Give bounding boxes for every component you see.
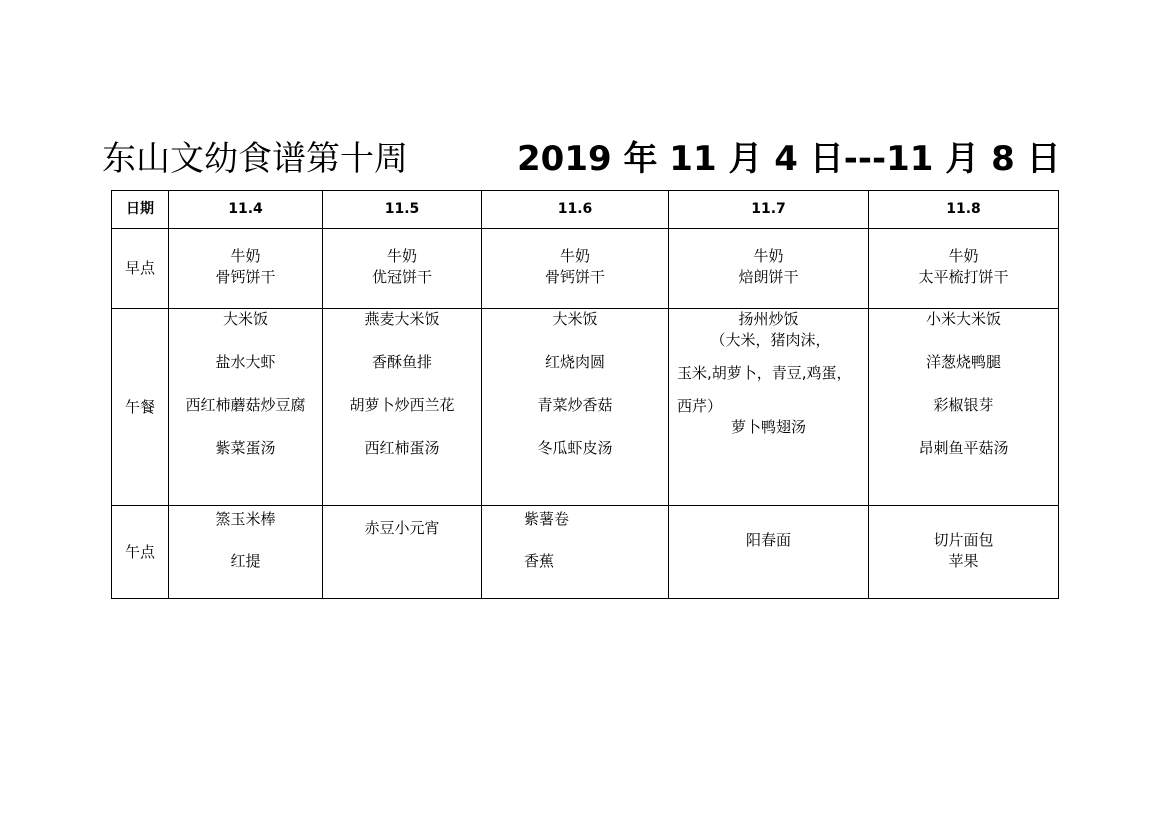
lunch-cell: [669, 309, 869, 506]
snack-label: 午点: [112, 506, 169, 599]
lunch-item: （大米，猪肉沫，: [710, 331, 831, 349]
lunch-item: 大米饭: [552, 310, 598, 328]
lunch-item: 冬瓜虾皮汤: [537, 439, 613, 457]
breakfast-cell: [169, 229, 323, 309]
lunch-item: 盐水大虾: [215, 353, 276, 371]
lunch-item: 玉米,胡萝卜，青豆,鸡蛋，: [677, 364, 852, 382]
snack-cell: [169, 506, 323, 599]
snack-item: 香蕉: [524, 552, 555, 570]
date-range: 2019 年 11 月 4 日---11 月 8 日: [517, 139, 1061, 179]
snack-item: 阳春面: [745, 531, 791, 549]
lunch-item: 洋葱烧鸭腿: [925, 353, 1001, 371]
lunch-item: 扬州炒饭: [738, 310, 799, 328]
date-header-1: 11.4: [169, 191, 323, 229]
lunch-item: 西芹）: [677, 397, 723, 415]
lunch-item: 彩椒银芽: [933, 396, 994, 414]
breakfast-cell: [869, 229, 1059, 309]
snack-cell: [482, 506, 669, 599]
lunch-item: 大米饭: [222, 310, 268, 328]
breakfast-item: 牛奶: [948, 247, 979, 265]
lunch-item: 胡萝卜炒西兰花: [349, 396, 455, 414]
snack-item: 苹果: [948, 552, 979, 570]
menu-title: 东山文幼食谱第十周: [102, 139, 408, 179]
lunch-row: [112, 309, 1059, 506]
breakfast-item: 牛奶: [753, 247, 784, 265]
breakfast-cell: [669, 229, 869, 309]
lunch-label: 午餐: [112, 309, 169, 506]
date-header-4: 11.7: [669, 191, 869, 229]
weekly-menu-table: [111, 190, 1059, 599]
snack-cell: [323, 506, 482, 599]
lunch-cell: [482, 309, 669, 506]
lunch-item: 萝卜鸭翅汤: [730, 418, 806, 436]
lunch-item: 紫菜蛋汤: [215, 439, 276, 457]
snack-item: 紫薯卷: [524, 510, 570, 528]
snack-item: 红提: [230, 552, 261, 570]
breakfast-row: [112, 229, 1059, 309]
lunch-cell: [169, 309, 323, 506]
date-header-2: 11.5: [323, 191, 482, 229]
date-header-label: 日期: [112, 191, 169, 229]
lunch-item: 燕麦大米饭: [364, 310, 440, 328]
breakfast-item: 牛奶: [559, 247, 590, 265]
breakfast-item: 牛奶: [230, 247, 261, 265]
breakfast-item: 太平梳打饼干: [918, 268, 1009, 286]
date-header-3: 11.6: [482, 191, 669, 229]
breakfast-cell: [482, 229, 669, 309]
lunch-cell: [869, 309, 1059, 506]
breakfast-item: 骨钙饼干: [544, 268, 605, 286]
breakfast-item: 骨钙饼干: [215, 268, 276, 286]
lunch-cell: [323, 309, 482, 506]
snack-cell: [669, 506, 869, 599]
breakfast-item: 优冠饼干: [371, 268, 432, 286]
breakfast-item: 焙朗饼干: [738, 268, 799, 286]
header-row: [112, 191, 1059, 229]
lunch-item: 青菜炒香菇: [537, 396, 613, 414]
lunch-item: 西红柿蛋汤: [364, 439, 440, 457]
snack-item: 篜玉米棒: [215, 510, 276, 528]
lunch-item: 西红柿蘑菇炒豆腐: [185, 396, 306, 414]
snack-row: [112, 506, 1059, 599]
lunch-item: 小米大米饭: [925, 310, 1001, 328]
breakfast-label: 早点: [112, 229, 169, 309]
snack-item: 切片面包: [933, 531, 994, 549]
lunch-item: 昂刺鱼平菇汤: [918, 439, 1009, 457]
lunch-item: 香酥鱼排: [371, 353, 432, 371]
snack-cell: [869, 506, 1059, 599]
snack-item: 赤豆小元宵: [364, 519, 440, 537]
breakfast-cell: [323, 229, 482, 309]
breakfast-item: 牛奶: [386, 247, 417, 265]
lunch-item: 红烧肉圆: [544, 353, 605, 371]
date-header-5: 11.8: [869, 191, 1059, 229]
